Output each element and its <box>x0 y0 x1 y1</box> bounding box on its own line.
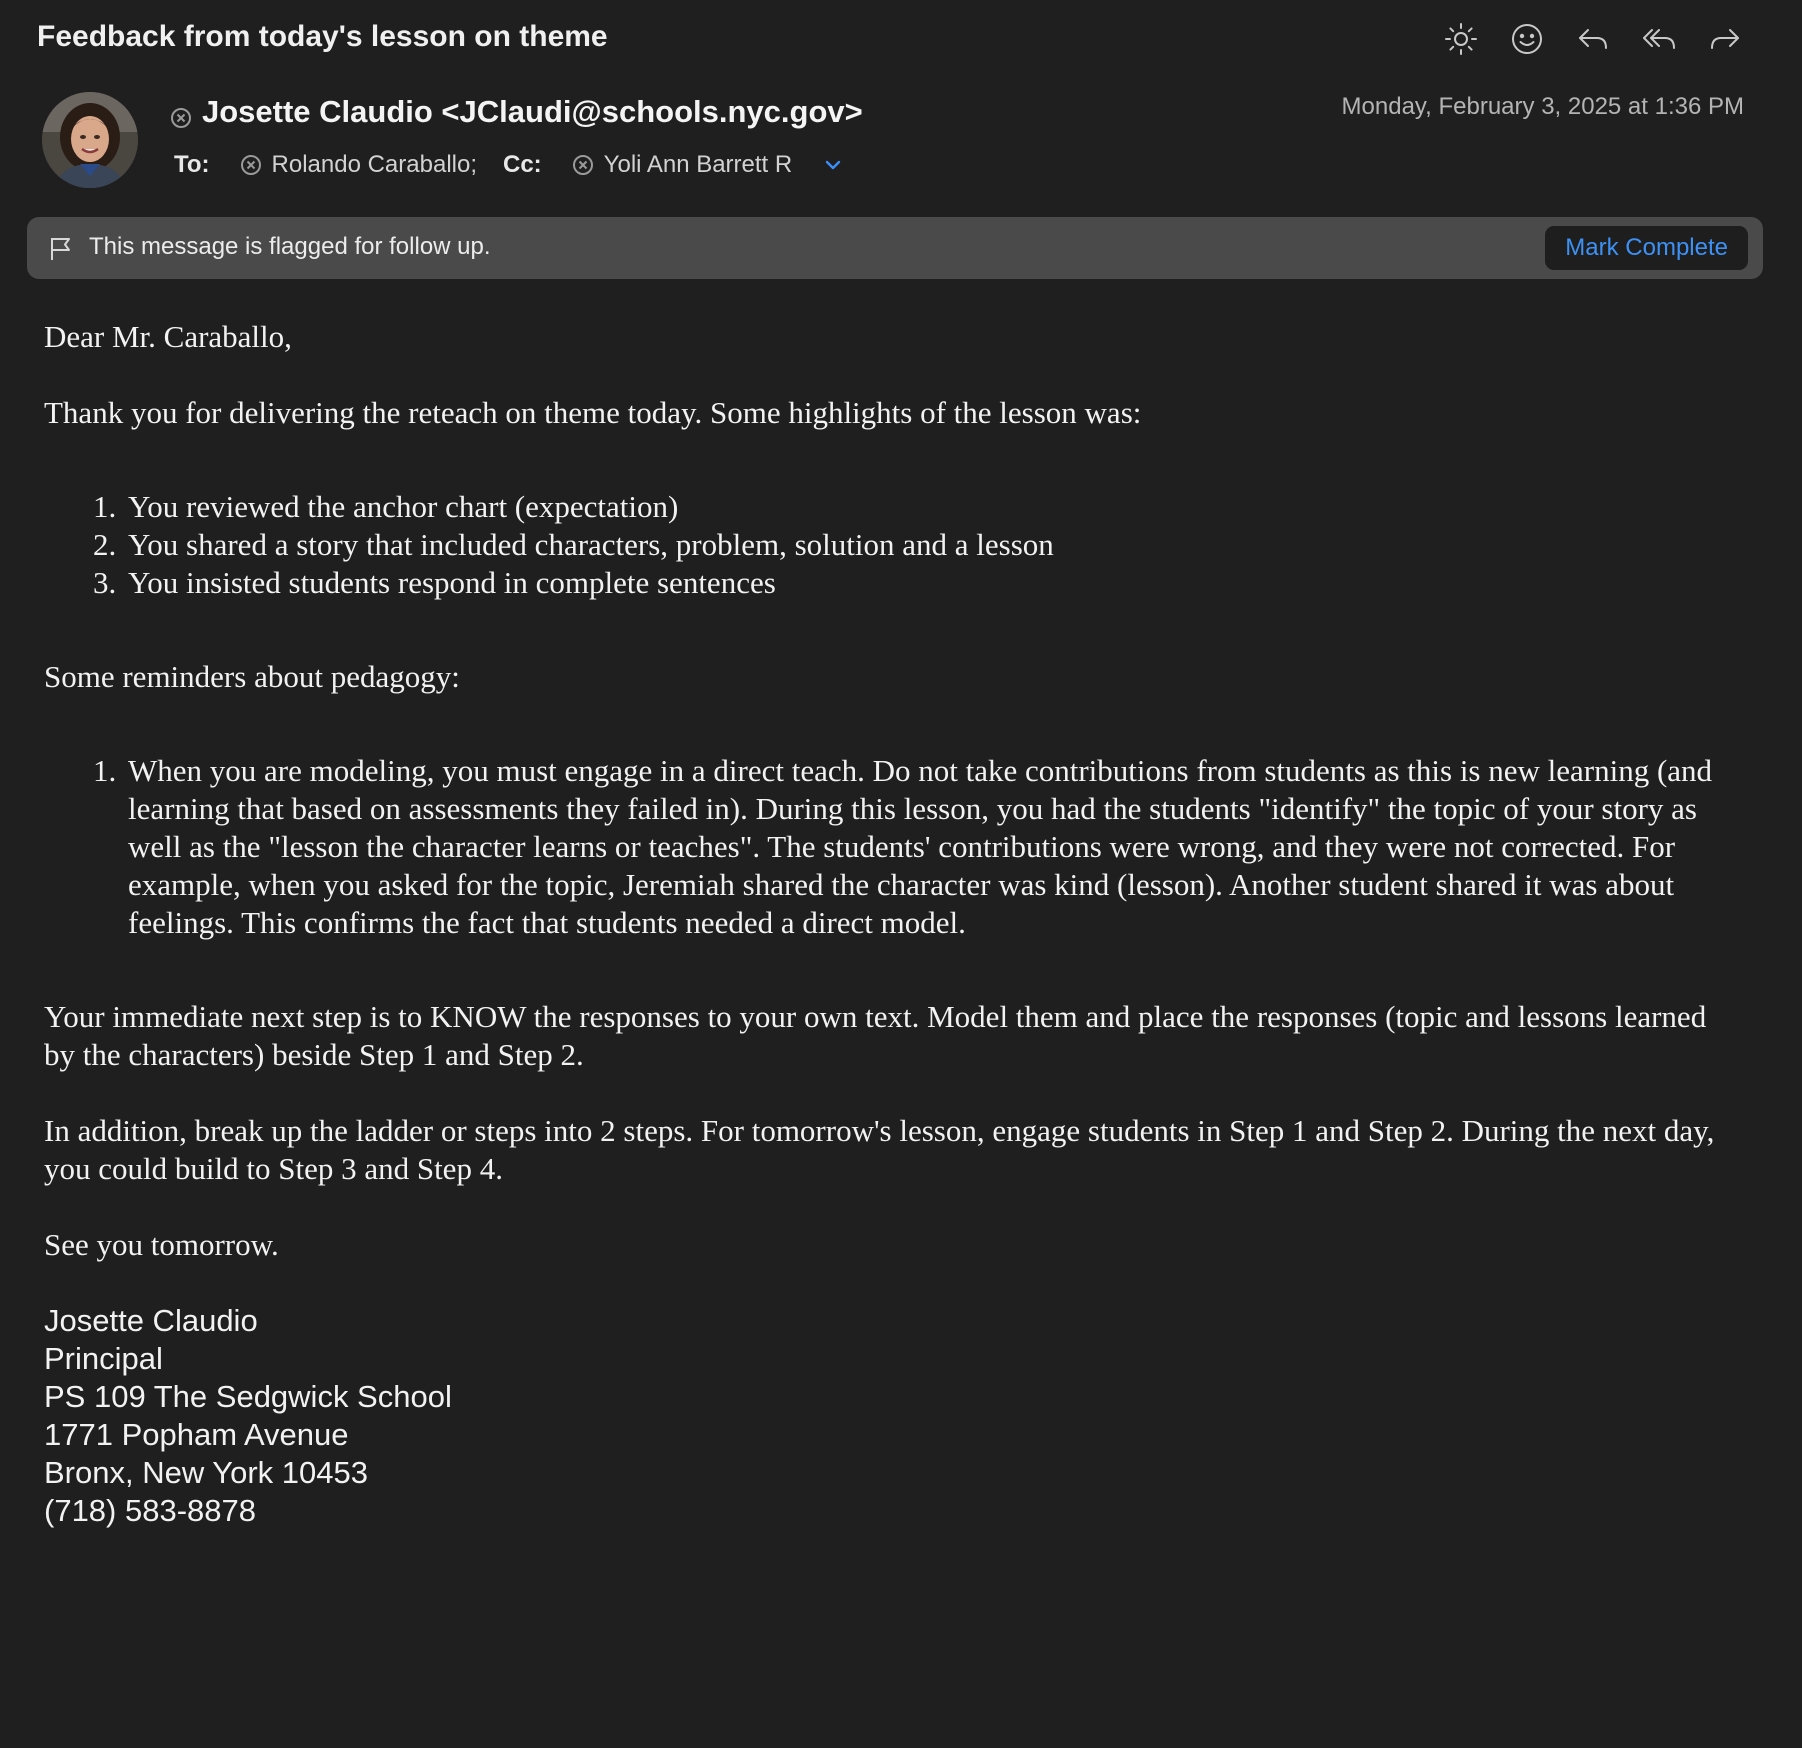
brightness-icon <box>1443 21 1479 57</box>
chevron-down-icon <box>822 154 844 176</box>
next-step-paragraph: Your immediate next step is to KNOW the responses to your own text. Model them and place the responses (topic and lessons learned by the characters) beside Step 1 and Step 2. <box>44 999 1707 1072</box>
sender[interactable] <box>170 94 863 130</box>
list-item: 2. You shared a story that included characters, problem, solution and a lesson <box>124 526 1744 564</box>
message-subject: Feedback from today's lesson on theme <box>37 20 608 53</box>
forward-button[interactable] <box>1706 16 1744 62</box>
reminders-heading: Some reminders about pedagogy: <box>44 659 460 694</box>
sender-status-icon <box>170 101 192 123</box>
signature-block <box>44 1302 1744 1530</box>
flag-text: This message is flagged for follow up. <box>89 233 491 260</box>
addition-paragraph: In addition, break up the ladder or steps into 2 steps. For tomorrow's lesson, engage students in Step 1 and Step 2. During the next day, you could build to Step 3 and Step 4. <box>44 1113 1715 1186</box>
sender-avatar[interactable] <box>42 92 138 188</box>
reminders-list <box>44 752 1744 942</box>
flag-icon <box>47 234 75 262</box>
recipients <box>174 151 844 179</box>
signature-school: PS 109 The Sedgwick School <box>44 1379 452 1414</box>
signature-title: Principal <box>44 1341 163 1376</box>
signature-name: Josette Claudio <box>44 1303 258 1338</box>
mark-complete-button[interactable]: Mark Complete <box>1545 226 1748 270</box>
to-recipient[interactable]: Rolando Caraballo; <box>271 151 477 178</box>
reply-button[interactable] <box>1574 16 1612 62</box>
greeting: Dear Mr. Caraballo, <box>44 319 292 354</box>
forward-icon <box>1707 21 1743 57</box>
brightness-button[interactable] <box>1442 16 1480 62</box>
signature-street: 1771 Popham Avenue <box>44 1417 349 1452</box>
emoji-button[interactable] <box>1508 16 1546 62</box>
sender-name: Josette Claudio <JClaudi@schools.nyc.gov> <box>202 94 863 129</box>
follow-up-banner <box>27 217 1763 279</box>
list-item: 3. You insisted students respond in complete sentences <box>124 564 1744 602</box>
reply-icon <box>1575 21 1611 57</box>
list-item: 1. You reviewed the anchor chart (expectation) <box>124 488 1744 526</box>
highlights-list <box>44 488 1744 602</box>
signature-phone: (718) 583-8878 <box>44 1493 256 1528</box>
message-toolbar <box>1442 16 1744 62</box>
cc-label: Cc: <box>503 151 542 178</box>
expand-recipients-button[interactable] <box>822 154 844 176</box>
message-body <box>44 318 1744 1530</box>
to-status-icon <box>240 154 262 176</box>
closing: See you tomorrow. <box>44 1227 279 1262</box>
avatar-photo <box>42 92 138 188</box>
cc-status-icon <box>572 154 594 176</box>
reply-all-icon <box>1641 21 1677 57</box>
signature-city: Bronx, New York 10453 <box>44 1455 368 1490</box>
intro-paragraph: Thank you for delivering the reteach on theme today. Some highlights of the lesson was: <box>44 395 1142 430</box>
emoji-icon <box>1509 21 1545 57</box>
list-item: 1. When you are modeling, you must engage in a direct teach. Do not take contributions from students as this is new learning (and learning that based on assessments they failed in). During this lesson, you had the students "identify" the topic of your story as well as the "lesson the character learns or teaches". The students' contributions were wrong, and they were not corrected. For example, when you asked for the topic, Jeremiah shared the character was kind (lesson). Another student shared it was about feelings. This confirms the fact that students needed a direct model. <box>124 752 1744 942</box>
reply-all-button[interactable] <box>1640 16 1678 62</box>
cc-recipient[interactable]: Yoli Ann Barrett R <box>603 151 793 178</box>
message-date: Monday, February 3, 2025 at 1:36 PM <box>1341 93 1744 120</box>
to-label: To: <box>174 151 210 178</box>
